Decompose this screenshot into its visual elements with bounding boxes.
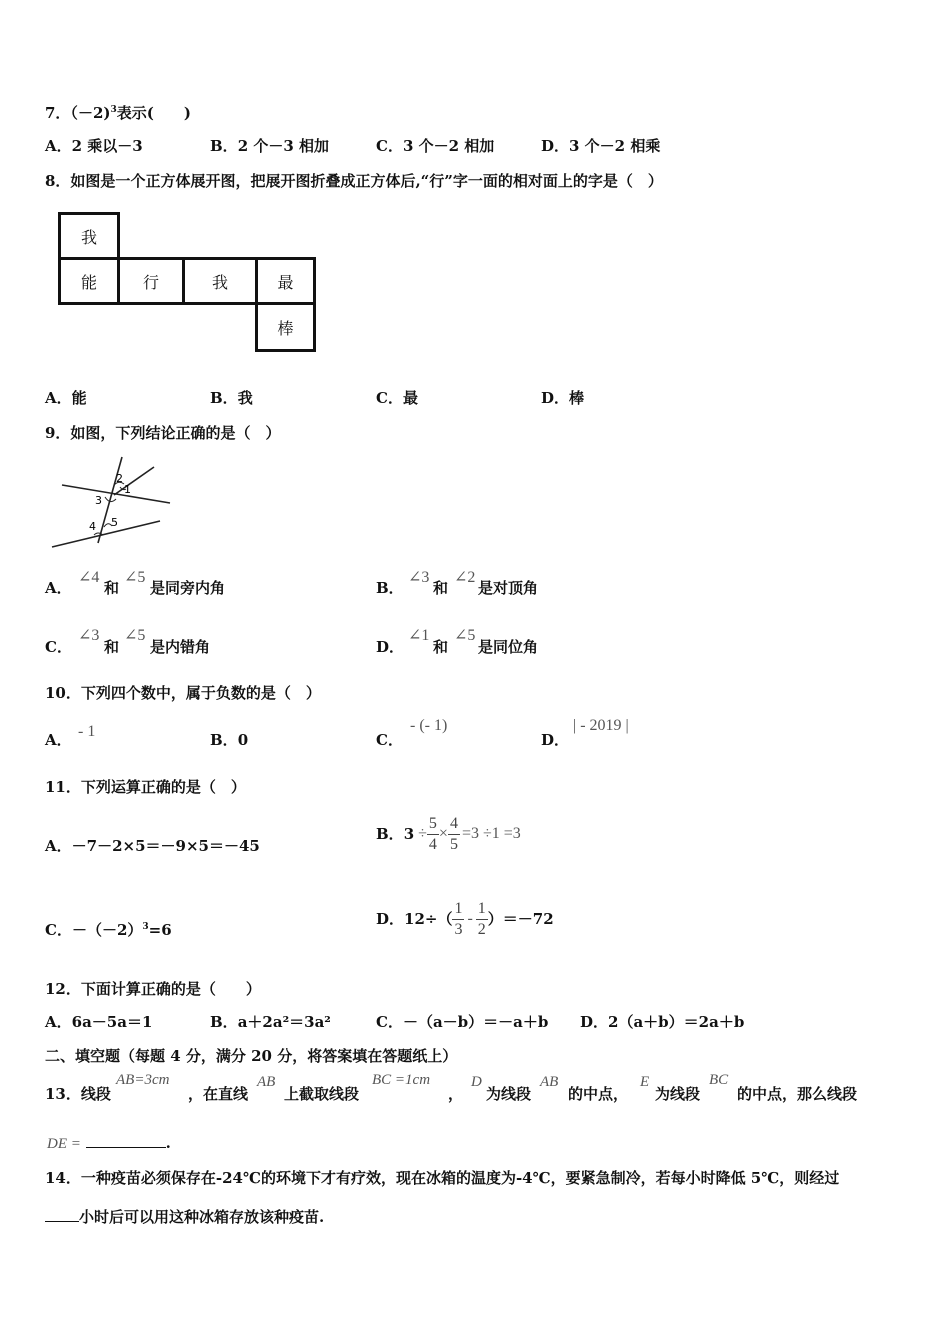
q13-math: E (640, 1074, 650, 1090)
angles-figure (48, 455, 178, 555)
angle-5: ∠5 (124, 569, 146, 586)
option-text: 2 乘以－3 (71, 137, 143, 155)
q13-text: 上截取线段 (284, 1085, 360, 1103)
fraction (448, 816, 460, 853)
q7-base: －2) (77, 104, 111, 122)
angle-4: ∠4 (78, 569, 100, 586)
q9-option-d[interactable] (376, 638, 404, 656)
option-letter: C． (376, 731, 403, 749)
minus-sign: - (467, 910, 473, 928)
q13-text: ，在直线 (188, 1085, 249, 1103)
angle-3: ∠3 (408, 569, 430, 586)
option-text: 我 (237, 389, 253, 407)
option-math: | - 2019 | (573, 717, 629, 734)
answer-blank[interactable] (45, 1207, 79, 1222)
q13-text: ， (448, 1085, 464, 1103)
option-conj: 和 (104, 638, 120, 656)
angle-label: 5 (111, 516, 118, 529)
cube-net-row-cell: 能 (58, 257, 120, 305)
cube-net-row-cell: 行 (117, 257, 185, 305)
option-letter: B． (210, 137, 238, 155)
q14-line2 (45, 1207, 324, 1226)
option-lead: 3 (403, 825, 415, 843)
option-text: 棒 (569, 389, 585, 407)
exponent: 3 (142, 922, 149, 932)
q10-stem: 10．下列四个数中，属于负数的是（ ） (45, 684, 321, 702)
q11-stem: 11．下列运算正确的是（ ） (45, 778, 246, 796)
option-letter: A． (45, 837, 72, 855)
option-letter: C． (45, 921, 72, 939)
option-text: 3 个－2 相乘 (569, 137, 661, 155)
q12-option-d[interactable] (580, 1013, 744, 1031)
q13-text: 为线段 (486, 1085, 532, 1103)
q13-text: 的中点，那么线段 (737, 1085, 858, 1103)
q12-stem: 12．下面计算正确的是（ ） (45, 980, 261, 998)
option-text: 3 个－2 相加 (402, 137, 495, 155)
angle-label: 1 (124, 483, 131, 496)
q9-option-b[interactable] (376, 579, 404, 597)
q10-option-d[interactable] (541, 731, 569, 749)
q9-stem: 9．如图，下列结论正确的是（ ） (45, 424, 281, 442)
angle-1: ∠1 (408, 627, 430, 644)
option-letter: B． (376, 579, 404, 597)
option-letter: D． (541, 137, 570, 155)
q10-option-a[interactable] (45, 731, 72, 749)
angle-label: 2 (116, 472, 123, 485)
option-tail: =3 ÷1 =3 (461, 825, 521, 843)
option-letter: A． (45, 1013, 72, 1031)
option-lead: 12÷（ (404, 910, 453, 928)
times-sign: × (438, 825, 448, 843)
denominator: 3 (454, 920, 463, 938)
q13-math: AB=3cm (116, 1072, 170, 1088)
option-text: a＋2a²＝3a² (237, 1013, 331, 1031)
q8-option-c[interactable] (376, 389, 418, 407)
option-conj: 和 (104, 579, 120, 597)
q7-option-b[interactable] (210, 137, 329, 155)
option-letter: A． (45, 579, 72, 597)
option-text: －（－2） (71, 921, 143, 939)
cube-net-bottom-cell: 棒 (255, 302, 316, 352)
divide-sign: ÷ (418, 825, 427, 843)
option-text: 能 (71, 389, 87, 407)
q8-option-b[interactable] (210, 389, 253, 407)
q14-line1: 14．一种疫苗必须保存在-24℃的环境下才有疗效，现在冰箱的温度为-4℃，要紧急制冷，若每小时降低 5℃，则经过 (45, 1169, 840, 1187)
angle-label: 3 (95, 494, 102, 507)
angle-5: ∠5 (454, 627, 476, 644)
option-letter: C． (45, 638, 72, 656)
q13-text: 为线段 (655, 1085, 701, 1103)
q7-option-d[interactable] (541, 137, 660, 155)
option-letter: C． (376, 389, 403, 407)
option-tail: ）＝－72 (487, 910, 554, 928)
option-text: 是同位角 (478, 638, 539, 656)
q8-stem: 8．如图是一个正方体展开图，把展开图折叠成正方体后,“行”字一面的相对面上的字是（ ） (45, 172, 663, 190)
q8-option-a[interactable] (45, 389, 87, 407)
option-text: 2（a＋b）＝2a＋b (608, 1013, 745, 1031)
numerator: 5 (427, 816, 439, 835)
option-text: 是同旁内角 (150, 579, 226, 597)
option-letter: A． (45, 137, 72, 155)
q13-math: D (471, 1074, 482, 1090)
option-letter: A． (45, 731, 72, 749)
q7-exponent: 3 (110, 105, 117, 115)
angle-label: 4 (89, 520, 96, 533)
option-letter: D． (541, 389, 570, 407)
denominator: 4 (428, 835, 437, 853)
option-letter: B． (376, 825, 404, 843)
option-tail: =6 (148, 921, 172, 939)
option-letter: A． (45, 389, 72, 407)
option-conj: 和 (433, 579, 449, 597)
q13-math: AB (540, 1074, 559, 1090)
option-text: 2 个－3 相加 (237, 137, 330, 155)
q9-option-a[interactable] (45, 579, 72, 597)
angle-5: ∠5 (124, 627, 146, 644)
fraction (452, 901, 464, 938)
q13-math: AB (257, 1074, 276, 1090)
fraction (476, 901, 488, 938)
option-letter: D． (376, 910, 405, 928)
answer-blank[interactable] (86, 1133, 166, 1148)
q7-suffix: 表示( ) (116, 104, 191, 122)
option-text: 6a－5a＝1 (71, 1013, 153, 1031)
q7-prefix: 7．（ (45, 104, 78, 122)
q13-math: BC =1cm (372, 1072, 431, 1088)
option-letter: D． (580, 1013, 609, 1031)
denominator: 2 (477, 920, 486, 938)
q7-stem (45, 104, 191, 122)
angle-3: ∠3 (78, 627, 100, 644)
option-math: - 1 (78, 723, 96, 740)
q9-option-c[interactable] (45, 638, 72, 656)
option-text: －7－2×5＝－9×5＝－45 (71, 837, 260, 855)
cube-net-top-cell: 我 (58, 212, 120, 260)
option-text: 是内错角 (150, 638, 211, 656)
q11-option-d[interactable] (376, 897, 554, 941)
option-math: - (- 1) (410, 717, 448, 734)
q11-option-a[interactable] (45, 837, 260, 855)
cube-net-row-cell: 最 (255, 257, 316, 305)
q13-text: 13．线段 (45, 1085, 111, 1103)
q10-option-b[interactable] (210, 731, 248, 749)
option-text: 最 (402, 389, 418, 407)
q13-text: 的中点， (568, 1085, 629, 1103)
q13-answer-line[interactable] (47, 1133, 171, 1153)
q11-option-b[interactable] (376, 812, 521, 856)
q7-option-a[interactable] (45, 137, 143, 155)
option-letter: B． (210, 1013, 238, 1031)
q8-option-d[interactable] (541, 389, 584, 407)
denominator: 5 (449, 835, 458, 853)
q7-option-c[interactable] (376, 137, 494, 155)
q12-option-c[interactable] (376, 1013, 548, 1031)
option-conj: 和 (433, 638, 449, 656)
option-letter: D． (376, 638, 405, 656)
q13-math: BC (709, 1072, 729, 1088)
option-letter: B． (210, 389, 238, 407)
q10-option-c[interactable] (376, 731, 403, 749)
numerator: 1 (452, 901, 464, 920)
angle-2: ∠2 (454, 569, 476, 586)
option-letter: C． (376, 1013, 403, 1031)
option-letter: C． (376, 137, 403, 155)
period: . (165, 1134, 171, 1152)
option-math: 0 (237, 731, 249, 749)
option-letter: D． (541, 731, 570, 749)
q12-option-a[interactable] (45, 1013, 152, 1031)
q12-option-b[interactable] (210, 1013, 331, 1031)
numerator: 4 (448, 816, 460, 835)
q13-math: DE = (47, 1136, 81, 1152)
q14-line2-text: 小时后可以用这种冰箱存放该种疫苗. (79, 1208, 325, 1226)
numerator: 1 (476, 901, 488, 920)
cube-net-row-cell: 我 (182, 257, 258, 305)
option-letter: B． (210, 731, 238, 749)
q11-option-c[interactable] (45, 921, 172, 939)
section-2-title: 二、填空题（每题 4 分，满分 20 分，将答案填在答题纸上） (45, 1047, 458, 1065)
fraction (427, 816, 439, 853)
option-text: 是对顶角 (478, 579, 539, 597)
option-text: －（a－b）＝－a＋b (402, 1013, 549, 1031)
